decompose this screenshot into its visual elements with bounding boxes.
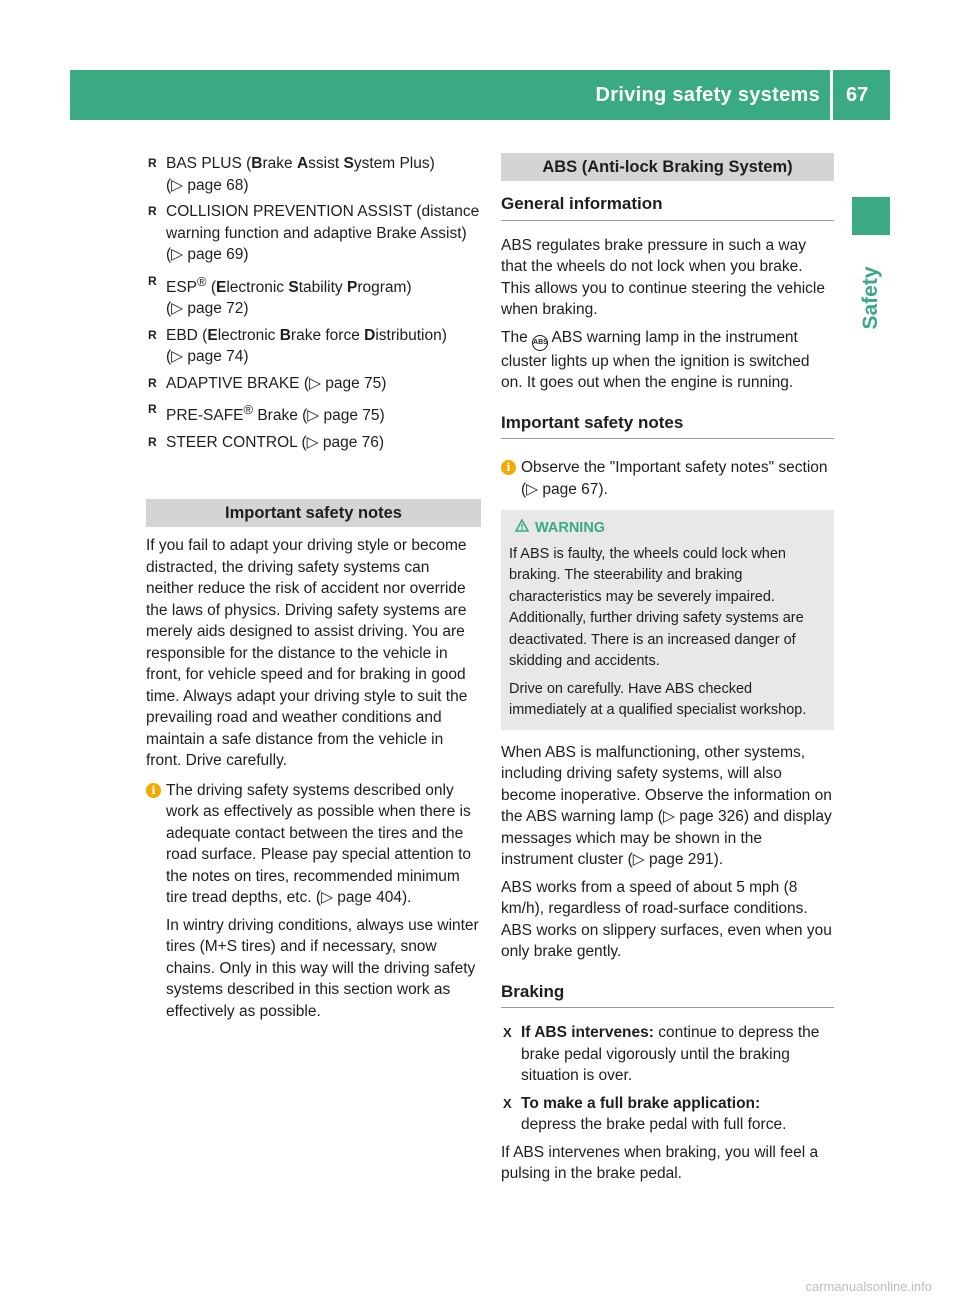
section-tab-marker (852, 197, 890, 235)
left-column (146, 153, 481, 1028)
warning-heading: WARNING (509, 518, 826, 540)
warning-triangle-icon (515, 518, 529, 540)
info-note: i The driving safety systems described only work as effectively as possible when there is adequate contact between the tires and the road surface. Please pay special attention to the notes on tires, recommended minimum tire tread depths, etc. (▷ page 404). In wintry driving conditions, always use winter tires (M+S tires) and if necessary, snow chains. Only in this way will the driving safety systems described in this section work as effectively as possible. (146, 780, 481, 1023)
list-item: R STEER CONTROL (▷ page 76) (146, 432, 481, 454)
page-number: 67 (846, 84, 869, 106)
list-item: R EBD (Electronic Brake force Distribution) (▷ page 74) (146, 325, 481, 368)
list-item: R ESP® (Electronic Stability Program) (▷ page 72) (146, 271, 481, 320)
list-item: R COLLISION PREVENTION ASSIST (distance warning function and adaptive Brake Assist) (▷ page 69) (146, 201, 481, 266)
info-icon: i (146, 783, 161, 798)
paragraph: ABS regulates brake pressure in such a way that the wheels do not lock when you brake. This allows you to continue steering the vehicle when braking. (501, 236, 825, 318)
paragraph: ABS works from a speed of about 5 mph (8 km/h), regardless of road-surface conditions. ABS works on slippery surfaces, even when you only brake gently. (501, 878, 832, 960)
intro-paragraph: If you fail to adapt your driving style or become distracted, the driving safety systems can neither reduce the risk of accident nor override the laws of physics. Driving safety systems are merely aids designed to assist driving. You are responsible for the distance to the vehicle in front, for vehicle speed and for braking in good time. Always adapt your driving style to suit the prevailing road and weather conditions and maintain a safe distance from the vehicle in front. Drive carefully. (146, 537, 468, 770)
subheading: General information (501, 193, 834, 221)
paragraph: The ABS ABS warning lamp in the instrument cluster lights up when the ignition is switched on. It goes out when the engine is running. (501, 328, 810, 391)
info-icon: i (501, 460, 516, 475)
system-list (146, 153, 481, 453)
abs-warning-lamp-icon: ABS (532, 335, 548, 351)
list-item: R BAS PLUS (Brake Assist System Plus) (▷ page 68) (146, 153, 481, 196)
paragraph: If ABS intervenes when braking, you will feel a pulsing in the brake pedal. (501, 1143, 819, 1182)
step-list (501, 1022, 834, 1136)
header-separator (830, 70, 833, 120)
watermark: carmanualsonline.info (805, 1279, 932, 1294)
list-item: R ADAPTIVE BRAKE (▷ page 75) (146, 373, 481, 395)
subheading: Important safety notes (501, 412, 834, 440)
section-heading: Important safety notes (146, 499, 481, 527)
page-title: Driving safety systems (595, 84, 820, 106)
subheading: Braking (501, 981, 834, 1009)
list-item: X To make a full brake application: depress the brake pedal with full force. (501, 1093, 834, 1136)
section-tab-label: Safety (859, 266, 882, 330)
list-item: X If ABS intervenes: continue to depress the brake pedal vigorously until the braking situation is over. (501, 1022, 834, 1087)
list-item: R PRE-SAFE® Brake (▷ page 75) (146, 399, 481, 427)
section-heading: ABS (Anti-lock Braking System) (501, 153, 834, 181)
right-column (501, 153, 834, 1191)
paragraph: When ABS is malfunctioning, other systems, including driving safety systems, will also become inoperative. Observe the information on the ABS warning lamp (▷ page 326) and display messages which may be shown in the instrument cluster (▷ page 291). (501, 743, 832, 868)
warning-box: WARNING If ABS is faulty, the wheels could lock when braking. The steerability and braking characteristics may be severely impaired. Additionally, further driving safety systems are deactivated. There is an increased danger of skidding and accidents. Drive on carefully. Have ABS checked immediately at a qualified specialist workshop. (501, 510, 834, 730)
info-note: i Observe the "Important safety notes" section (▷ page 67). (501, 457, 834, 500)
